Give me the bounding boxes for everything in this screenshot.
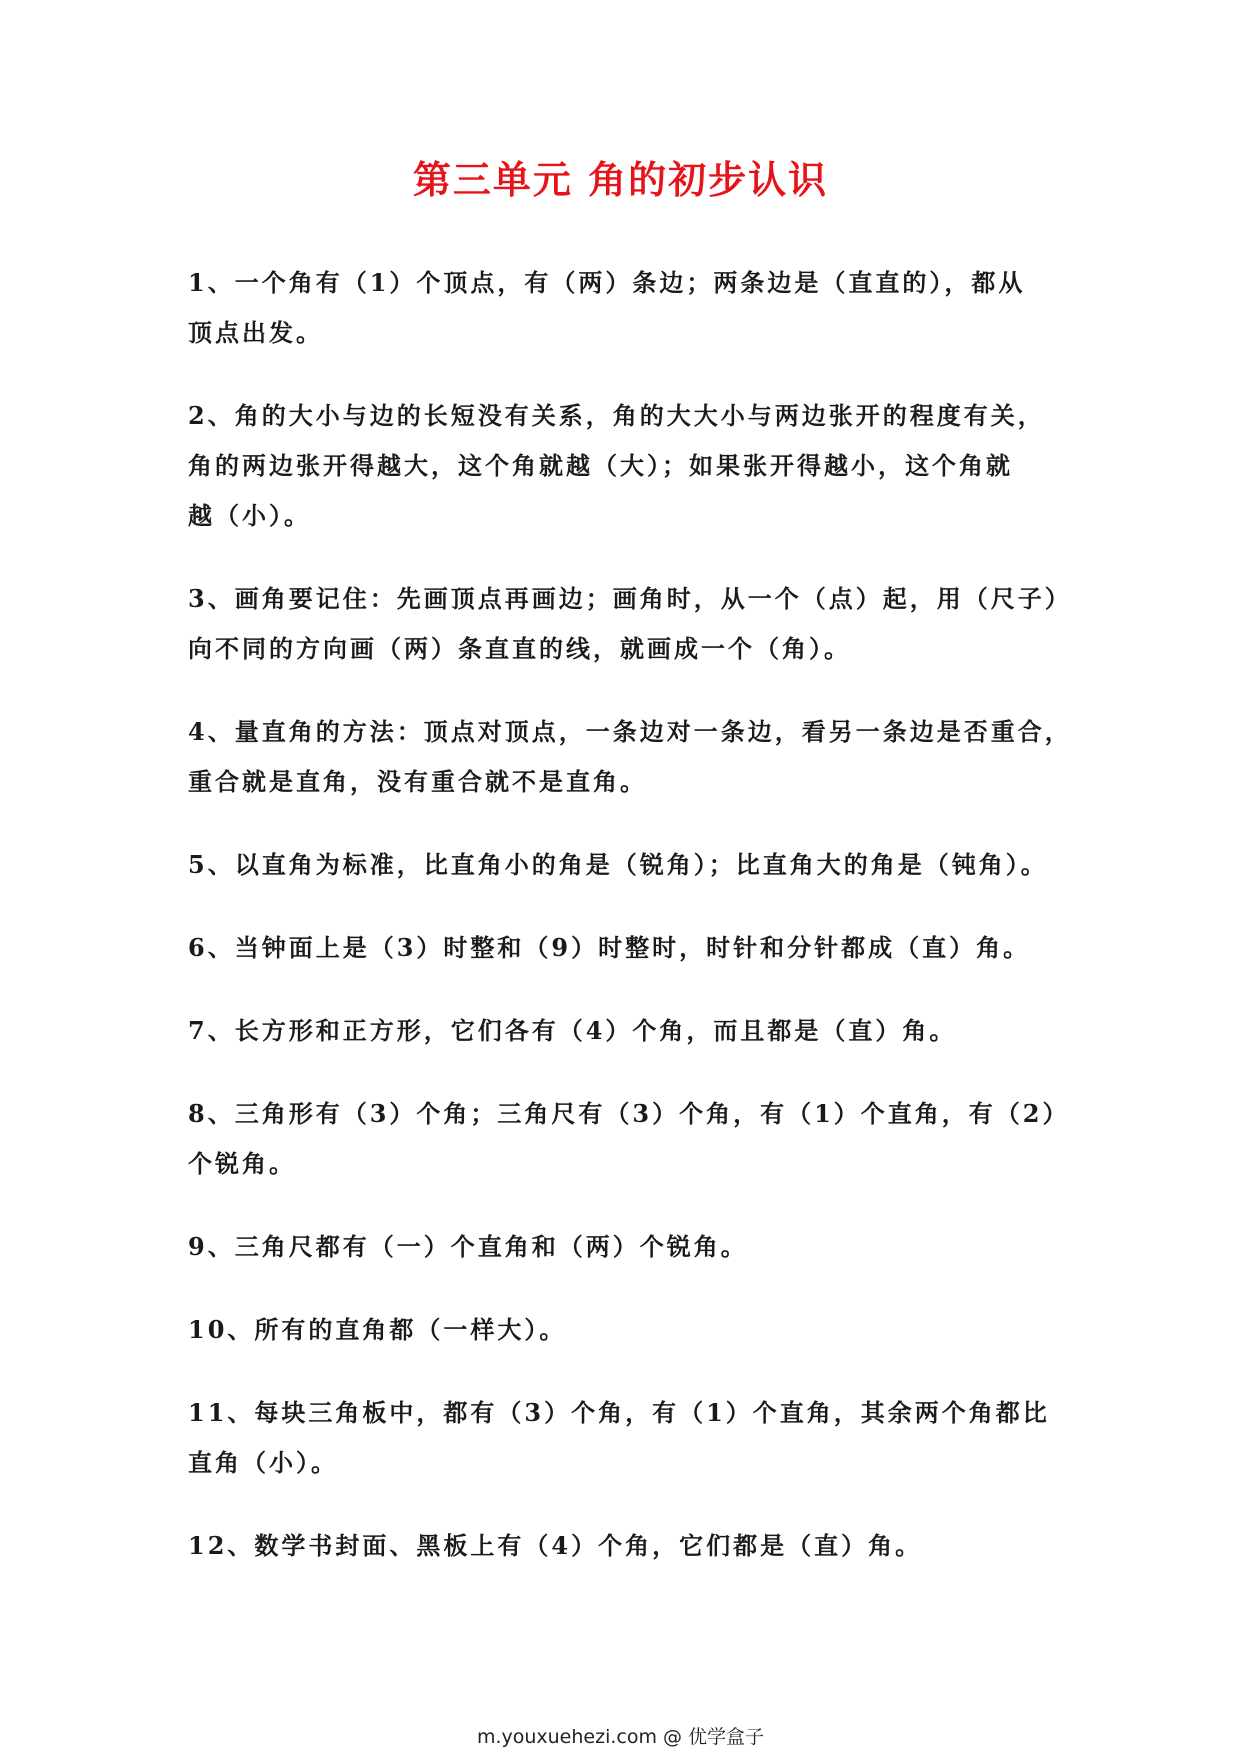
item-line: 1、一个角有（1）个顶点，有（两）条边；两条边是（直直的），都从 bbox=[188, 268, 1026, 297]
item-line: 角的两边张开得越大，这个角就越（大）；如果张开得越小，这个角就 bbox=[188, 451, 1013, 480]
item-line: 3、画角要记住：先画顶点再画边；画角时，从一个（点）起，用（尺子） bbox=[188, 584, 1072, 613]
item-line: 4、量直角的方法：顶点对顶点，一条边对一条边，看另一条边是否重合， bbox=[188, 717, 1072, 746]
list-item bbox=[188, 1006, 1068, 1056]
content-list bbox=[188, 258, 1072, 1604]
item-line: 直角（小）。 bbox=[188, 1448, 338, 1477]
item-line: 个锐角。 bbox=[188, 1149, 296, 1178]
list-item bbox=[188, 1388, 1068, 1488]
list-item bbox=[188, 1222, 1068, 1272]
list-item bbox=[188, 840, 1068, 890]
item-line: 2、角的大小与边的长短没有关系，角的大大小与两边张开的程度有关， bbox=[188, 401, 1045, 430]
item-line: 12、数学书封面、黑板上有（4）个角，它们都是（直）角。 bbox=[188, 1531, 923, 1560]
item-line: 7、长方形和正方形，它们各有（4）个角，而且都是（直）角。 bbox=[188, 1016, 957, 1045]
list-item bbox=[188, 707, 1072, 807]
list-item bbox=[188, 391, 1068, 541]
item-line: 8、三角形有（3）个角；三角尺有（3）个角，有（1）个直角，有（2） bbox=[188, 1099, 1070, 1128]
item-line: 顶点出发。 bbox=[188, 318, 323, 347]
item-line: 重合就是直角，没有重合就不是直角。 bbox=[188, 767, 647, 796]
item-line: 11、每块三角板中，都有（3）个角，有（1）个直角，其余两个角都比 bbox=[188, 1398, 1050, 1427]
item-line: 9、三角尺都有（一）个直角和（两）个锐角。 bbox=[188, 1232, 748, 1261]
list-item bbox=[188, 1521, 1068, 1571]
item-line: 10、所有的直角都（一样大）。 bbox=[188, 1315, 567, 1344]
item-line: 向不同的方向画（两）条直直的线，就画成一个（角）。 bbox=[188, 634, 851, 663]
list-item bbox=[188, 258, 1068, 358]
list-item bbox=[188, 1089, 1068, 1189]
page-title: 第三单元 角的初步认识 bbox=[412, 158, 829, 202]
item-line: 越（小）。 bbox=[188, 501, 311, 530]
list-item bbox=[188, 923, 1068, 973]
list-item bbox=[188, 574, 1072, 674]
list-item bbox=[188, 1305, 1068, 1355]
item-line: 6、当钟面上是（3）时整和（9）时整时，时针和分针都成（直）角。 bbox=[188, 933, 1031, 962]
item-line: 5、以直角为标准，比直角小的角是（锐角）；比直角大的角是（钝角）。 bbox=[188, 850, 1048, 879]
footer-watermark: m.youxuehezi.com @ 优学盒子 bbox=[476, 1726, 765, 1748]
